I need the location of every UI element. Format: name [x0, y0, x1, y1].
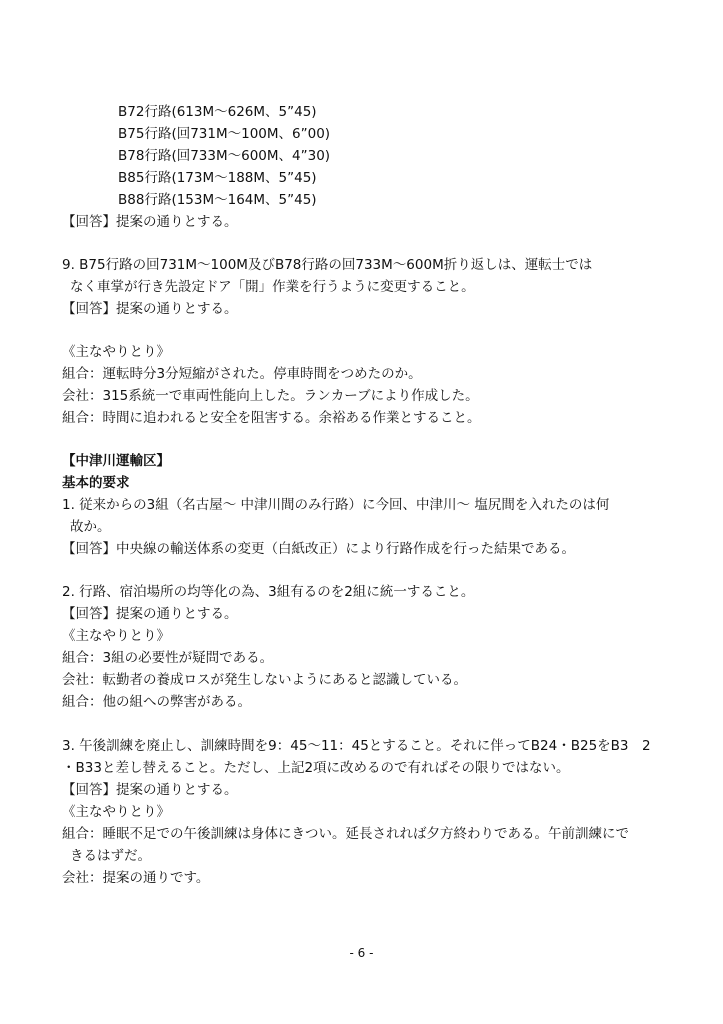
request-item-9: 9. B75行路の回731M〜100M及びB78行路の回733M〜600M折り返しは、運転士では: [62, 257, 593, 273]
answer-text: 【回答】提案の通りとする。: [62, 214, 238, 230]
route-line: B78行路(回733M〜600M、4”30): [118, 148, 331, 164]
answer-text: 【回答】提案の通りとする。: [62, 301, 238, 317]
exchange-header: 《主なやりとり》: [62, 628, 170, 644]
section-title: 【中津川運輸区】: [62, 453, 170, 469]
exchange-header: 《主なやりとり》: [62, 344, 170, 360]
request-item-1-continued: 故か。: [70, 519, 111, 535]
request-item-3: 3. 午後訓練を廃止し、訓練時間を9：45〜11：45とすること。それに伴ってB24・B25をB3 2: [62, 738, 651, 754]
answer-text: 【回答】提案の通りとする。: [62, 606, 238, 622]
exchange-line: 会社：転勤者の養成ロスが発生しないようにあると認識している。: [62, 672, 467, 688]
route-line: B88行路(153M〜164M、5”45): [118, 192, 317, 208]
exchange-line-continued: きるはずだ。: [70, 848, 151, 864]
exchange-header: 《主なやりとり》: [62, 804, 170, 820]
exchange-line: 組合：時間に追われると安全を阻害する。余裕ある作業とすること。: [62, 410, 481, 426]
route-line: B85行路(173M〜188M、5”45): [118, 170, 317, 186]
exchange-line: 組合：3組の必要性が疑問である。: [62, 650, 274, 666]
section-subtitle: 基本的要求: [62, 475, 130, 491]
request-item-9-continued: なく車掌が行き先設定ドア「開」作業を行うように変更すること。: [70, 279, 475, 295]
route-line: B72行路(613M〜626M、5”45): [118, 104, 317, 120]
exchange-line: 組合：睡眠不足での午後訓練は身体にきつい。延長されれば夕方終わりである。午前訓練にで: [62, 826, 629, 842]
request-item-2: 2. 行路、宿泊場所の均等化の為、3組有るのを2組に統一すること。: [62, 584, 475, 600]
request-item-3-continued: ・B33と差し替えること。ただし、上記2項に改めるので有ればその限りではない。: [62, 760, 570, 776]
answer-text: 【回答】中央線の輸送体系の変更（白紙改正）により行路作成を行った結果である。: [62, 541, 575, 557]
request-item-1: 1. 従来からの3組（名古屋〜 中津川間のみ行路）に今回、中津川〜 塩尻間を入れたのは何: [62, 497, 610, 513]
exchange-line: 組合：他の組への弊害がある。: [62, 694, 251, 710]
route-line: B75行路(回731M〜100M、6”00): [118, 126, 331, 142]
exchange-line: 会社：提案の通りです。: [62, 870, 210, 886]
exchange-line: 会社：315系統一で車両性能向上した。ランカーブにより作成した。: [62, 388, 479, 404]
answer-text: 【回答】提案の通りとする。: [62, 782, 238, 798]
page-number: - 6 -: [349, 946, 374, 960]
exchange-line: 組合：運転時分3分短縮がされた。停車時間をつめたのか。: [62, 366, 422, 382]
